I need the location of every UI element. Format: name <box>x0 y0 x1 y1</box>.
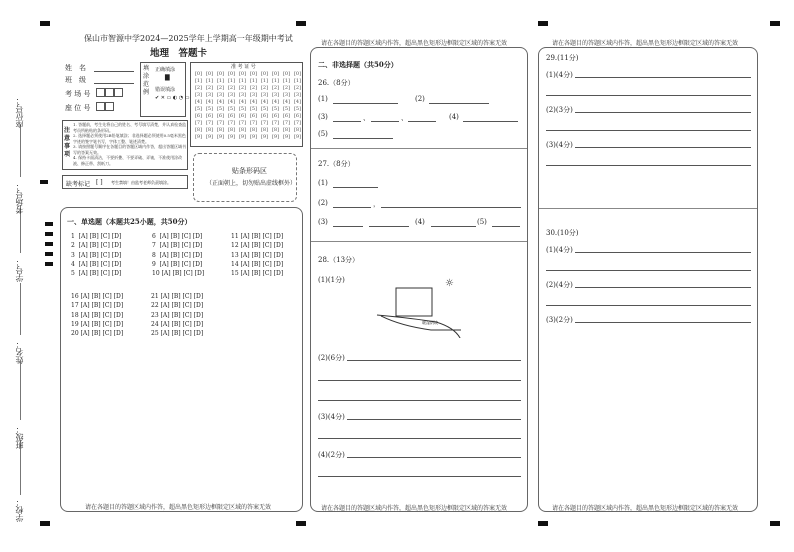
timing-mark <box>538 521 548 526</box>
mcq-row[interactable]: 2 [A] [B] [C] [D] <box>71 242 122 250</box>
q27-part4: (4) <box>415 218 425 226</box>
timing-mark <box>45 262 53 266</box>
q29-part3: (3)(4分) <box>546 141 573 149</box>
binding-line <box>20 362 21 420</box>
mcq-row[interactable]: 19 [A] [B] [C] [D] <box>71 320 124 328</box>
barcode-title: 贴条形码区 <box>232 167 267 175</box>
ticket-column[interactable]: [0] [1] [2] [3] [4] [5] [6] [7] [8] [9] <box>205 71 214 140</box>
section1-panel <box>60 207 303 512</box>
ticket-column[interactable]: [0] [1] [2] [3] [4] [5] [6] [7] [8] [9] <box>227 71 236 140</box>
mcq-row[interactable]: 9 [A] [B] [C] [D] <box>152 260 203 268</box>
ticket-number-label: 准 考 证 号 <box>231 64 256 70</box>
mcq-row[interactable]: 16 [A] [B] [C] [D] <box>71 293 124 300</box>
q27-answer-line[interactable] <box>333 226 363 227</box>
timing-mark <box>40 521 50 526</box>
q29-answer-line[interactable] <box>546 130 751 131</box>
q27-part5: (5) <box>477 218 487 226</box>
q28-answer-line[interactable] <box>347 360 521 361</box>
ticket-column[interactable]: [0] [1] [2] [3] [4] [5] [6] [7] [8] [9] <box>249 71 258 140</box>
ticket-column[interactable]: [0] [1] [2] [3] [4] [5] [6] [7] [8] [9] <box>293 71 302 140</box>
binding-line <box>20 283 21 335</box>
q26-answer-line[interactable] <box>333 121 361 122</box>
timing-mark <box>45 252 53 256</box>
q30-answer-line[interactable] <box>575 287 751 288</box>
column3-panel <box>538 47 758 512</box>
seat-label: 座 位 号 <box>65 104 91 112</box>
q27-answer-line[interactable] <box>333 207 371 208</box>
q30-answer-line[interactable] <box>575 252 751 253</box>
q30-answer-line[interactable] <box>546 305 751 306</box>
ticket-column[interactable]: [0] [1] [2] [3] [4] [5] [6] [7] [8] [9] <box>216 71 225 140</box>
sheet-subtitle: 地理 答题卡 <box>150 48 208 59</box>
mcq-row[interactable]: 1 [A] [B] [C] [D] <box>71 233 122 240</box>
q26-answer-line[interactable] <box>333 103 398 104</box>
mcq-row[interactable]: 25 [A] [B] [C] [D] <box>151 330 204 338</box>
q26-answer-line[interactable] <box>429 103 489 104</box>
q27-answer-line[interactable] <box>369 226 409 227</box>
mcq-row[interactable]: 22 [A] [B] [C] [D] <box>151 302 204 310</box>
q28-part1: (1)(1分) <box>318 276 345 284</box>
mcq-row[interactable]: 12 [A] [B] [C] [D] <box>231 242 284 250</box>
q27-part3: (3) <box>318 218 328 226</box>
absent-box <box>62 175 188 189</box>
q26-answer-line[interactable] <box>371 121 399 122</box>
q27-part1: (1) <box>318 179 328 187</box>
ticket-column[interactable]: [0] [1] [2] [3] [4] [5] [6] [7] [8] [9] <box>260 71 269 140</box>
notes-text <box>73 122 187 166</box>
section2-title: 二、非选择题（共50分） <box>318 60 398 69</box>
seat-box[interactable] <box>105 102 114 111</box>
timing-mark <box>45 242 53 246</box>
name-label: 姓 名 <box>65 64 86 72</box>
mcq-row[interactable]: 18 [A] [B] [C] [D] <box>71 311 124 319</box>
q29-answer-line[interactable] <box>575 112 751 113</box>
q30-part2: (2)(4分) <box>546 281 573 289</box>
exam-no-label: 考 场 号 <box>65 90 91 98</box>
exam-no-box[interactable] <box>96 88 105 97</box>
note-item: 2. 选择题必须使用2B铅笔填涂；非选择题必须使用0.5毫米黑色字迹的签字笔书写，字体工整、笔迹清楚。 <box>73 133 186 144</box>
mcq-row[interactable]: 3 [A] [B] [C] [D] <box>71 251 122 259</box>
exam-title: 保山市智源中学2024—2025学年上学期高一年级期中考试 <box>84 34 293 43</box>
q26-sep: 、 <box>401 114 408 122</box>
mcq-row[interactable]: 7 [A] [B] [C] [D] <box>152 242 203 250</box>
absent-text: 考生禁填！由监考老师负责填涂。 <box>111 180 171 185</box>
binding-line <box>20 125 21 177</box>
q26-answer-line[interactable] <box>333 138 393 139</box>
q26-answer-line[interactable] <box>408 121 436 122</box>
divider <box>311 148 527 149</box>
class-field[interactable] <box>94 83 134 84</box>
q29-answer-line[interactable] <box>546 165 751 166</box>
q28-part3: (3)(4分) <box>318 413 345 421</box>
mcq-row[interactable]: 4 [A] [B] [C] [D] <box>71 260 122 268</box>
q30-answer-line[interactable] <box>575 322 751 323</box>
sun-icon: ☼ <box>445 278 454 289</box>
timing-mark <box>40 21 50 26</box>
correct-fill-symbol: ▇ <box>165 74 170 81</box>
q26-title: 26.（8分） <box>318 79 355 87</box>
ticket-number-grid[interactable] <box>190 62 303 147</box>
timing-mark <box>40 180 48 184</box>
binding-school: 学校： <box>15 498 24 522</box>
q27-title: 27.（8分） <box>318 160 355 168</box>
column3-top-notice: 请在各题目的答题区域内作答，超出黑色矩形边框限定区域的答案无效 <box>552 40 739 47</box>
section1-title: 一、单选题（本题共25小题，共50分） <box>67 217 192 226</box>
fill-example-label: 填涂范例 <box>143 65 150 96</box>
correct-fill-label: 正确填涂 <box>155 67 176 73</box>
figure-answer-box[interactable] <box>396 288 432 316</box>
figure-label: 暖湿阴坡 <box>422 320 438 325</box>
timing-mark <box>538 21 548 26</box>
mcq-row[interactable]: 11 [A] [B] [C] [D] <box>231 233 284 240</box>
mcq-row[interactable]: 23 [A] [B] [C] [D] <box>151 311 204 319</box>
binding-seat: 座位号： <box>15 96 24 128</box>
timing-mark <box>45 232 53 236</box>
notes-box <box>62 120 188 170</box>
mcq-row[interactable]: 15 [A] [B] [C] [D] <box>231 270 284 278</box>
q29-answer-line[interactable] <box>575 147 751 148</box>
class-label: 班 级 <box>65 76 86 84</box>
q26-answer-line[interactable] <box>463 121 518 122</box>
q30-answer-line[interactable] <box>546 270 751 271</box>
divider <box>539 208 757 209</box>
q28-part2: (2)(6分) <box>318 354 345 362</box>
q29-answer-line[interactable] <box>546 95 751 96</box>
absent-label: 缺考标记 <box>66 181 91 188</box>
q28-answer-line[interactable] <box>318 476 521 477</box>
binding-class: 班级： <box>15 425 24 449</box>
fill-example-box <box>140 62 190 117</box>
q27-part2: (2) <box>318 199 328 207</box>
q29-part2: (2)(3分) <box>546 106 573 114</box>
notes-label: 注意事项 <box>64 127 71 158</box>
column2-panel <box>310 47 528 512</box>
mcq-row[interactable]: 5 [A] [B] [C] [D] <box>71 270 122 278</box>
terrain-slope <box>377 315 461 338</box>
q28-answer-line[interactable] <box>318 380 521 381</box>
mcq-row[interactable]: 8 [A] [B] [C] [D] <box>152 251 203 259</box>
q29-title: 29.(11分) <box>546 54 579 62</box>
mcq-row[interactable]: 14 [A] [B] [C] [D] <box>231 260 284 268</box>
mcq-row[interactable]: 6 [A] [B] [C] [D] <box>152 233 203 240</box>
mcq-row[interactable]: 10 [A] [B] [C] [D] <box>152 270 205 278</box>
q27-answer-line[interactable] <box>492 226 520 227</box>
column2-top-notice: 请在各题目的答题区域内作答，超出黑色矩形边框限定区域的答案无效 <box>321 40 508 47</box>
ticket-column[interactable]: [0] [1] [2] [3] [4] [5] [6] [7] [8] [9] <box>271 71 280 140</box>
q26-part5: (5) <box>318 130 328 138</box>
mcq-row[interactable]: 13 [A] [B] [C] [D] <box>231 251 284 259</box>
timing-mark <box>296 521 306 526</box>
binding-name: 姓名： <box>15 340 24 364</box>
timing-mark <box>770 521 780 526</box>
mcq-row[interactable]: 21 [A] [B] [C] [D] <box>151 293 204 300</box>
timing-mark <box>45 222 53 226</box>
binding-student-no: 学号： <box>15 258 24 282</box>
barcode-hint: （正面朝上，切勿贴出虚线框外） <box>206 180 297 187</box>
wrong-fill-label: 错误填涂 <box>155 87 176 93</box>
q27-answer-line[interactable] <box>431 226 476 227</box>
q27-sep: ， <box>373 200 380 208</box>
binding-exam-room: 考场号： <box>15 182 24 214</box>
ticket-column[interactable]: [0] [1] [2] [3] [4] [5] [6] [7] [8] [9] <box>282 71 291 140</box>
ticket-columns <box>193 71 303 141</box>
mcq-row[interactable]: 24 [A] [B] [C] [D] <box>151 320 204 328</box>
q29-part1: (1)(4分) <box>546 71 573 79</box>
seat-box[interactable] <box>96 102 105 111</box>
q28-answer-line[interactable] <box>347 419 521 420</box>
q30-part1: (1)(4分) <box>546 246 573 254</box>
absent-checkbox[interactable]: [ ] <box>96 179 103 186</box>
mcq-row[interactable]: 20 [A] [B] [C] [D] <box>71 330 124 338</box>
note-item: 3. 请按照题号顺序在各题目的答题区域内作答，超出答题区域书写的答案无效。 <box>73 144 187 155</box>
wrong-fill-symbols: ✔ ✕ ▭ ◐ ◔ ▭ <box>155 95 190 101</box>
q30-part3: (3)(2分) <box>546 316 573 324</box>
q26-part3: (3) <box>318 113 328 121</box>
q28-figure[interactable] <box>371 278 471 338</box>
q28-title: 28.（13分） <box>318 256 360 264</box>
timing-mark <box>770 21 780 26</box>
column3-bottom-notice: 请在各题目的答题区域内作答，超出黑色矩形边框限定区域的答案无效 <box>552 505 739 512</box>
column2-bottom-notice: 请在各题目的答题区域内作答，超出黑色矩形边框限定区域的答案无效 <box>321 505 508 512</box>
name-field[interactable] <box>94 71 134 72</box>
q29-answer-line[interactable] <box>575 77 751 78</box>
q26-part2: (2) <box>415 95 425 103</box>
q27-answer-line[interactable] <box>381 207 521 208</box>
ticket-column[interactable]: [0] [1] [2] [3] [4] [5] [6] [7] [8] [9] <box>194 71 203 140</box>
exam-no-box[interactable] <box>114 88 123 97</box>
note-item: 4. 保持卡面清洁，不要折叠、不要弄破、弄皱，不准使用涂改液、修正带、刮纸刀。 <box>73 155 183 166</box>
q26-sep: 、 <box>363 114 370 122</box>
barcode-area[interactable] <box>193 153 297 202</box>
q26-part4: (4) <box>449 113 459 121</box>
q30-title: 30.(10分) <box>546 229 579 237</box>
q26-part1: (1) <box>318 95 328 103</box>
q28-answer-line[interactable] <box>318 438 521 439</box>
q28-answer-line[interactable] <box>347 457 521 458</box>
q27-answer-line[interactable] <box>333 187 378 188</box>
divider <box>311 241 527 242</box>
ticket-column[interactable]: [0] [1] [2] [3] [4] [5] [6] [7] [8] [9] <box>238 71 247 140</box>
q28-part4: (4)(2分) <box>318 451 345 459</box>
timing-mark <box>296 21 306 26</box>
exam-no-box[interactable] <box>105 88 114 97</box>
mcq-row[interactable]: 17 [A] [B] [C] [D] <box>71 302 124 310</box>
q28-answer-line[interactable] <box>318 400 521 401</box>
note-item: 1. 答题前，考生先将自己的姓名、考号填写清楚，并认真检查监考员所粘贴的条形码。 <box>73 122 187 133</box>
column1-bottom-notice: 请在各题目的答题区域内作答，超出黑色矩形边框限定区域的答案无效 <box>85 504 272 511</box>
